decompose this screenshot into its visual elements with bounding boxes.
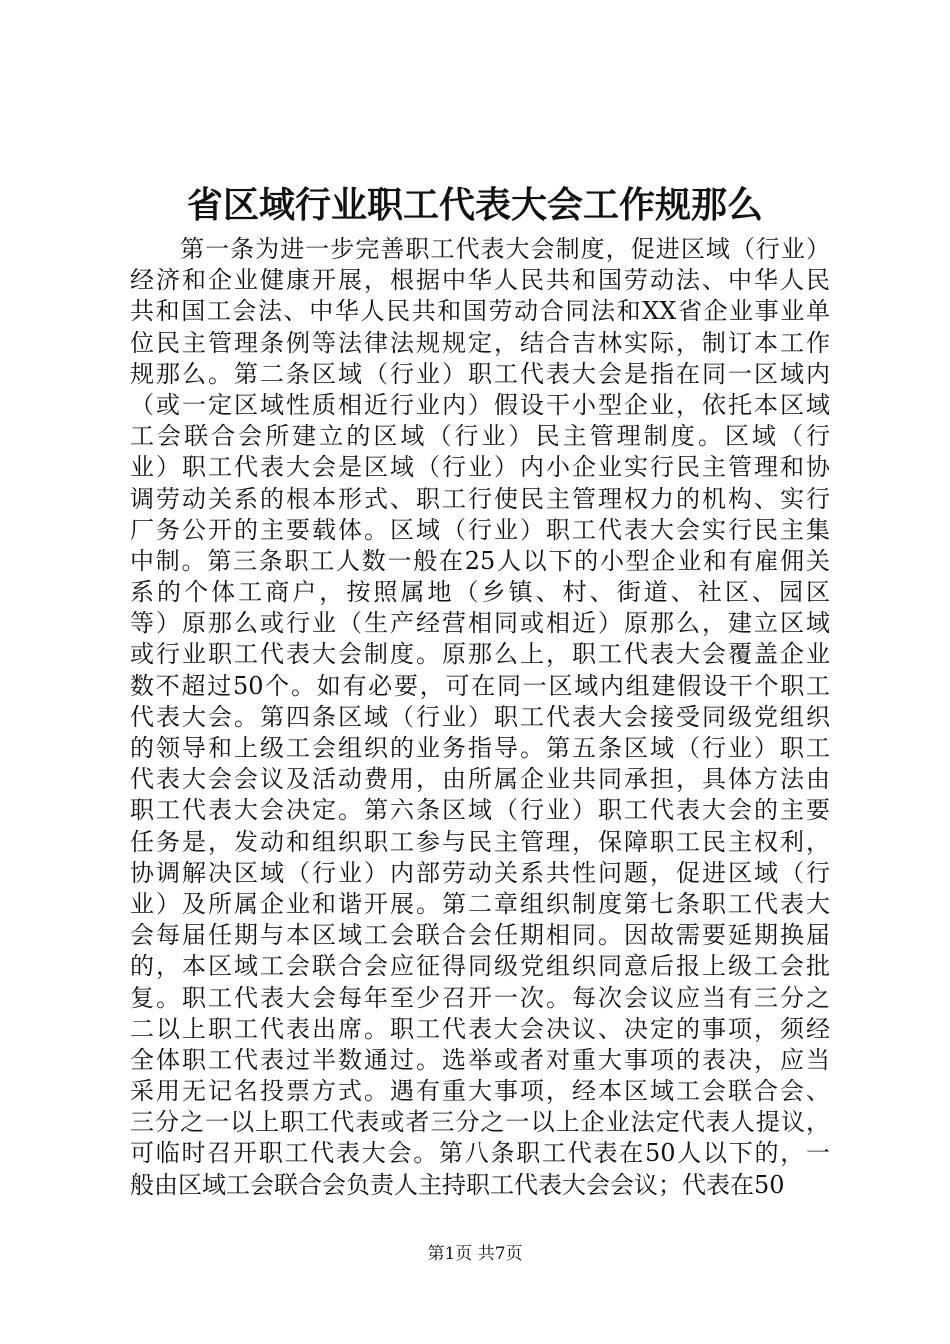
body-line: 经济和企业健康开展，根据中华人民共和国劳动法、中华人民 xyxy=(130,266,830,295)
body-line: 的，本区域工会联合会应征得同级党组织同意后报上级工会批 xyxy=(130,952,830,981)
body-line: 工会联合会所建立的区域（行业）民主管理制度。区域（行 xyxy=(130,422,830,451)
page-number-footer: 第1页 共7页 xyxy=(427,1244,523,1264)
body-line: 职工代表大会决定。第六条区域（行业）职工代表大会的主要 xyxy=(130,796,830,825)
document-body xyxy=(130,234,830,1201)
body-line: 任务是，发动和组织职工参与民主管理，保障职工民主权利， xyxy=(130,827,830,856)
body-line: 等）原那么或行业（生产经营相同或相近）原那么，建立区域 xyxy=(130,609,830,638)
body-line: 调劳动关系的根本形式、职工行使民主管理权力的机构、实行 xyxy=(130,484,830,513)
body-line: 位民主管理条例等法律法规规定，结合吉林实际，制订本工作 xyxy=(130,328,830,357)
body-line: 可临时召开职工代表大会。第八条职工代表在50人以下的，一 xyxy=(130,1139,830,1168)
body-line: 三分之一以上职工代表或者三分之一以上企业法定代表人提议， xyxy=(130,1108,830,1137)
body-line: 复。职工代表大会每年至少召开一次。每次会议应当有三分之 xyxy=(130,983,830,1012)
body-line: 中制。第三条职工人数一般在25人以下的小型企业和有雇佣关 xyxy=(130,546,830,575)
body-line: （或一定区域性质相近行业内）假设干小型企业，依托本区域 xyxy=(130,390,830,419)
document-title: 省区域行业职工代表大会工作规那么 xyxy=(186,184,763,226)
body-line: 协调解决区域（行业）内部劳动关系共性问题，促进区域（行 xyxy=(130,858,830,887)
body-line: 二以上职工代表出席。职工代表大会决议、决定的事项，须经 xyxy=(130,1014,830,1043)
body-line: 共和国工会法、中华人民共和国劳动合同法和XX省企业事业单 xyxy=(130,297,830,326)
body-line: 第一条为进一步完善职工代表大会制度，促进区域（行业） xyxy=(130,235,830,263)
body-line: 全体职工代表过半数通过。选举或者对重大事项的表决，应当 xyxy=(130,1045,830,1074)
body-line: 代表大会。第四条区域（行业）职工代表大会接受同级党组织 xyxy=(130,702,830,731)
body-line: 规那么。第二条区域（行业）职工代表大会是指在同一区域内 xyxy=(130,359,830,388)
body-line: 会每届任期与本区域工会联合会任期相同。因故需要延期换届 xyxy=(130,921,830,950)
body-line: 或行业职工代表大会制度。原那么上，职工代表大会覆盖企业 xyxy=(130,640,830,669)
body-line: 数不超过50个。如有必要，可在同一区域内组建假设干个职工 xyxy=(130,671,830,700)
body-line: 的领导和上级工会组织的业务指导。第五条区域（行业）职工 xyxy=(130,734,830,762)
body-line: 采用无记名投票方式。遇有重大事项，经本区域工会联合会、 xyxy=(130,1077,830,1106)
body-line: 代表大会会议及活动费用，由所属企业共同承担，具体方法由 xyxy=(130,765,830,794)
body-line: 般由区域工会联合会负责人主持职工代表大会会议；代表在50 xyxy=(130,1170,785,1199)
body-line: 业）职工代表大会是区域（行业）内小企业实行民主管理和协 xyxy=(130,453,830,482)
body-line: 厂务公开的主要载体。区域（行业）职工代表大会实行民主集 xyxy=(130,515,830,544)
body-line: 系的个体工商户，按照属地（乡镇、村、街道、社区、园区 xyxy=(130,578,830,607)
body-line: 业）及所属企业和谐开展。第二章组织制度第七条职工代表大 xyxy=(130,889,830,918)
